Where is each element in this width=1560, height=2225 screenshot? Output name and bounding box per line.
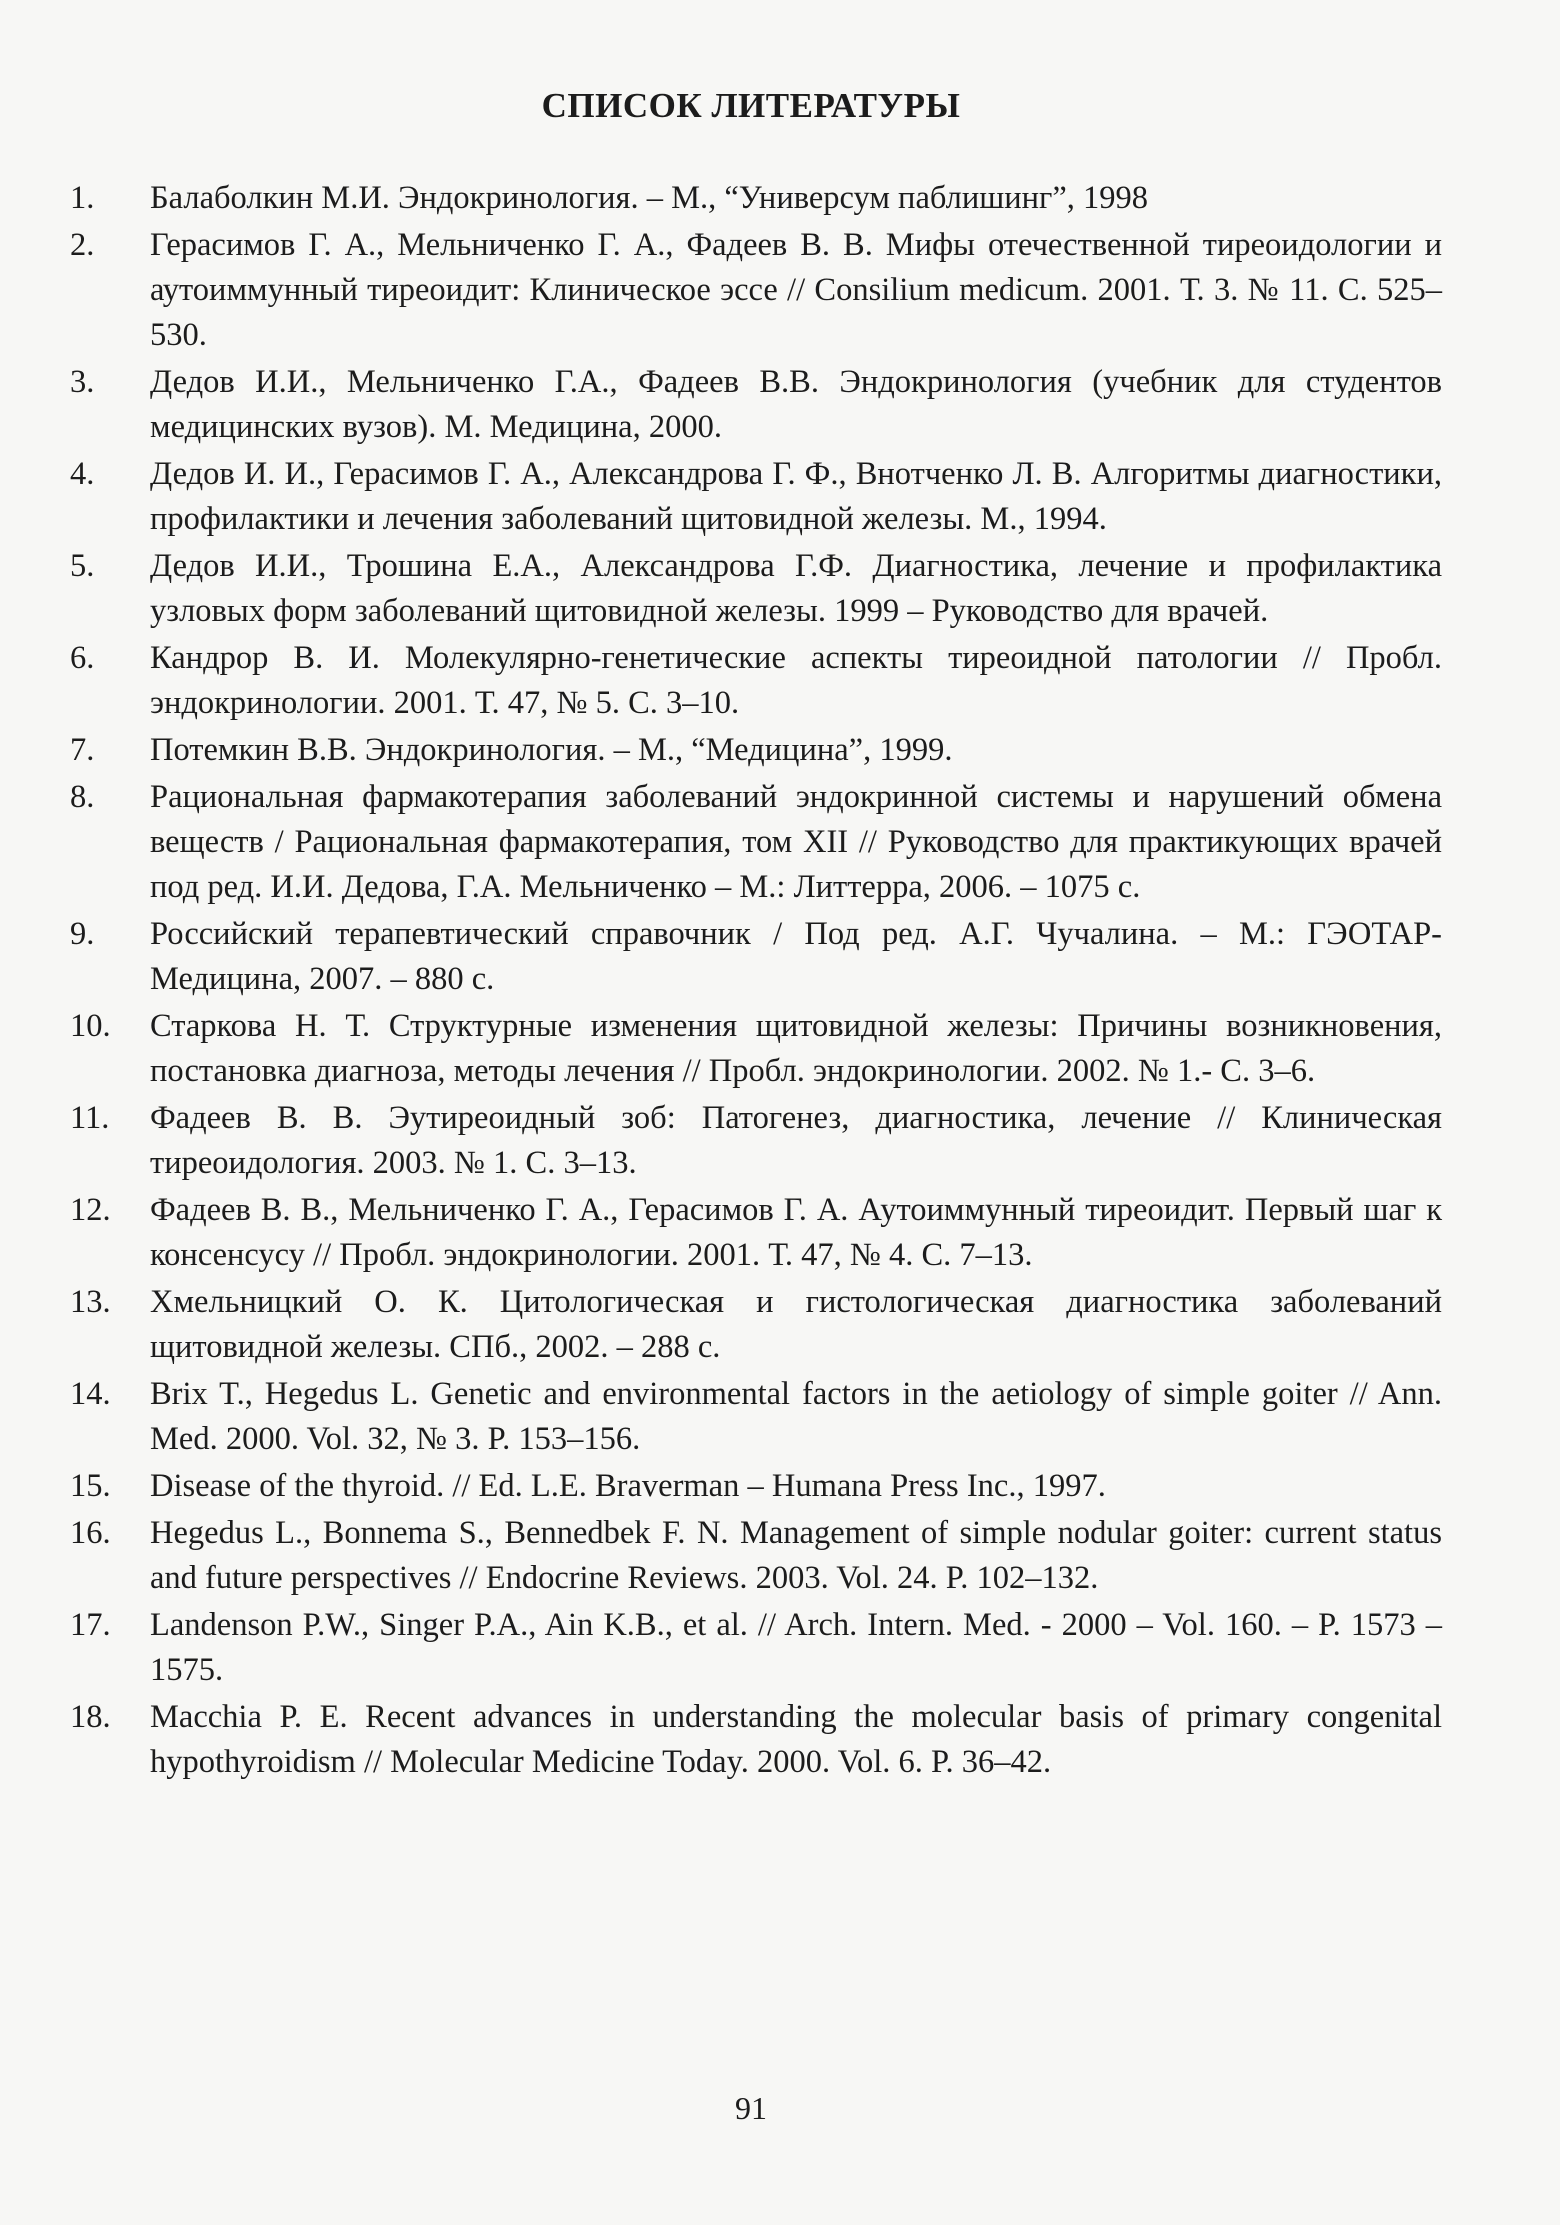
reference-item bbox=[70, 1603, 1442, 1693]
reference-item bbox=[70, 728, 1442, 773]
reference-text: Hegedus L., Bonnema S., Bennedbek F. N. Management of simple nodular goiter: current status and future perspectives // Endocrine Reviews. 2003. Vol. 24. P. 102–132. bbox=[150, 1515, 1442, 1596]
reference-text: Рациональная фармакотерапия заболеваний эндокринной системы и нарушений обмена веществ / Рациональная фармакотерапия, том XII // Руководство для практикующих врачей под ред. И.И. Дедова, Г.А. Мельниченко – М.: Литтерра, 2006. – 1075 с. bbox=[150, 779, 1442, 905]
reference-number: 12. bbox=[70, 1192, 111, 1228]
reference-number: 8. bbox=[70, 779, 95, 815]
reference-item bbox=[70, 1280, 1442, 1370]
reference-item bbox=[70, 1695, 1442, 1785]
reference-item bbox=[70, 1372, 1442, 1462]
reference-number: 10. bbox=[70, 1008, 111, 1044]
reference-text: Фадеев В. В. Эутиреоидный зоб: Патогенез, диагностика, лечение // Клиническая тиреоидология. 2003. № 1. С. 3–13. bbox=[150, 1100, 1442, 1181]
reference-number: 17. bbox=[70, 1607, 111, 1643]
reference-text: Хмельницкий О. К. Цитологическая и гистологическая диагностика заболеваний щитовидной железы. СПб., 2002. – 288 с. bbox=[150, 1284, 1442, 1365]
reference-number: 3. bbox=[70, 364, 95, 400]
reference-text: Macchia P. E. Recent advances in understanding the molecular basis of primary congenital hypothyroidism // Molecular Medicine Today. 2000. Vol. 6. P. 36–42. bbox=[150, 1699, 1442, 1780]
reference-text: Дедов И.И., Мельниченко Г.А., Фадеев В.В. Эндокринология (учебник для студентов медицинских вузов). М. Медицина, 2000. bbox=[150, 364, 1442, 445]
reference-item bbox=[70, 544, 1442, 634]
reference-number: 7. bbox=[70, 732, 95, 768]
reference-number: 16. bbox=[70, 1515, 111, 1551]
reference-number: 15. bbox=[70, 1468, 111, 1504]
reference-number: 13. bbox=[70, 1284, 111, 1320]
reference-item bbox=[70, 452, 1442, 542]
reference-text: Дедов И.И., Трошина Е.А., Александрова Г.Ф. Диагностика, лечение и профилактика узловых форм заболеваний щитовидной железы. 1999 – Руководство для врачей. bbox=[150, 548, 1442, 629]
reference-list bbox=[70, 176, 1442, 1787]
reference-text: Brix T., Hegedus L. Genetic and environmental factors in the aetiology of simple goiter // Ann. Med. 2000. Vol. 32, № 3. P. 153–156. bbox=[150, 1376, 1442, 1457]
page-number: 91 bbox=[735, 2090, 767, 2126]
reference-number: 4. bbox=[70, 456, 95, 492]
reference-number: 9. bbox=[70, 916, 95, 952]
reference-item bbox=[70, 636, 1442, 726]
reference-text: Потемкин В.В. Эндокринология. – М., “Медицина”, 1999. bbox=[150, 732, 953, 768]
reference-number: 1. bbox=[70, 180, 95, 216]
reference-text: Российский терапевтический справочник / Под ред. А.Г. Чучалина. – М.: ГЭОТАР-Медицина, 2007. – 880 с. bbox=[150, 916, 1442, 997]
reference-number: 2. bbox=[70, 227, 95, 263]
reference-item bbox=[70, 176, 1442, 221]
reference-text: Кандрор В. И. Молекулярно-генетические аспекты тиреоидной патологии // Пробл. эндокринологии. 2001. Т. 47, № 5. С. 3–10. bbox=[150, 640, 1442, 721]
reference-item bbox=[70, 1464, 1442, 1509]
reference-item bbox=[70, 912, 1442, 1002]
reference-number: 5. bbox=[70, 548, 95, 584]
reference-text: Landenson P.W., Singer P.A., Ain K.B., et al. // Arch. Intern. Med. - 2000 – Vol. 160. – P. 1573 – 1575. bbox=[150, 1607, 1442, 1688]
reference-item bbox=[70, 1188, 1442, 1278]
reference-number: 11. bbox=[70, 1100, 110, 1136]
reference-item bbox=[70, 775, 1442, 910]
reference-number: 6. bbox=[70, 640, 95, 676]
reference-text: Старкова Н. Т. Структурные изменения щитовидной железы: Причины возникновения, постановка диагноза, методы лечения // Пробл. эндокринологии. 2002. № 1.- С. 3–6. bbox=[150, 1008, 1442, 1089]
reference-text: Герасимов Г. А., Мельниченко Г. А., Фадеев В. В. Мифы отечественной тиреоидологии и аутоиммунный тиреоидит: Клиническое эссе // Consilium medicum. 2001. Т. 3. № 11. С. 525–530. bbox=[150, 227, 1442, 353]
reference-item bbox=[70, 1004, 1442, 1094]
reference-item bbox=[70, 1511, 1442, 1601]
reference-number: 14. bbox=[70, 1376, 111, 1412]
page-title: СПИСОК ЛИТЕРАТУРЫ bbox=[541, 86, 961, 125]
reference-text: Балаболкин М.И. Эндокринология. – М., “Универсум паблишинг”, 1998 bbox=[150, 180, 1149, 216]
reference-number: 18. bbox=[70, 1699, 111, 1735]
reference-item bbox=[70, 360, 1442, 450]
reference-text: Фадеев В. В., Мельниченко Г. А., Герасимов Г. А. Аутоиммунный тиреоидит. Первый шаг к консенсусу // Пробл. эндокринологии. 2001. Т. 47, № 4. С. 7–13. bbox=[150, 1192, 1442, 1273]
reference-item bbox=[70, 1096, 1442, 1186]
reference-item bbox=[70, 223, 1442, 358]
reference-text: Disease of the thyroid. // Ed. L.E. Braverman – Humana Press Inc., 1997. bbox=[150, 1468, 1106, 1504]
reference-text: Дедов И. И., Герасимов Г. А., Александрова Г. Ф., Внотченко Л. В. Алгоритмы диагностики, профилактики и лечения заболеваний щитовидной железы. М., 1994. bbox=[150, 456, 1442, 537]
